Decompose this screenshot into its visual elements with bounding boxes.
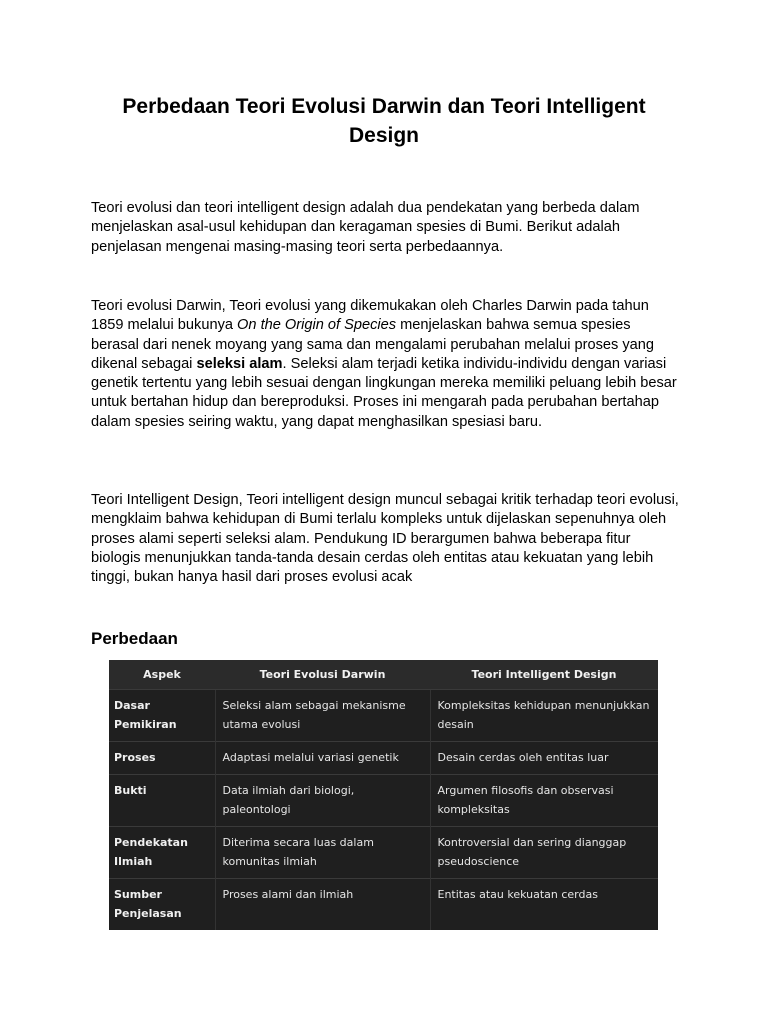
table-cell: Diterima secara luas dalam komunitas ilmiah xyxy=(215,827,430,879)
table-cell: Kontroversial dan sering dianggap pseudoscience xyxy=(430,827,658,879)
table-header-cell: Aspek xyxy=(109,660,215,690)
table-cell-aspect: Sumber Penjelasan xyxy=(109,879,215,931)
darwin-text-part3: . Seleksi alam terjadi ketika individu-individu dengan variasi genetik tertentu yang lebih sesuai dengan lingkungan mereka memiliki peluang lebih besar untuk bertahan hidup dan bereproduksi. Proses ini mengarah pada perubahan bertahap dalam spesies seiring waktu, yang dapat menghasilkan spesiasi baru. xyxy=(91,355,677,430)
table-cell-aspect: Bukti xyxy=(109,775,215,827)
darwin-text-part1: Teori evolusi Darwin, Teori evolusi yang dikemukakan oleh Charles Darwin pada tahun 1859 melalui bukunya xyxy=(91,298,649,334)
table-cell: Kompleksitas kehidupan menunjukkan desain xyxy=(430,690,658,742)
table-row xyxy=(109,827,658,879)
table-header-cell: Teori Evolusi Darwin xyxy=(215,660,430,690)
comparison-table-image xyxy=(109,660,658,930)
table-cell: Argumen filosofis dan observasi kompleksitas xyxy=(430,775,658,827)
table-row xyxy=(109,690,658,742)
table-cell: Desain cerdas oleh entitas luar xyxy=(430,742,658,775)
table-cell: Seleksi alam sebagai mekanisme utama evolusi xyxy=(215,690,430,742)
darwin-text-part2: menjelaskan bahwa semua spesies berasal dari nenek moyang yang sama dan mengalami perubahan melalui proses yang dikenal sebagai xyxy=(91,317,655,372)
table-cell: Entitas atau kekuatan cerdas xyxy=(430,879,658,931)
table-cell: Proses alami dan ilmiah xyxy=(215,879,430,931)
intro-paragraph: Teori evolusi dan teori intelligent design adalah dua pendekatan yang berbeda dalam menjelaskan asal-usul kehidupan dan keragaman spesies di Bumi. Berikut adalah penjelasan mengenai masing-masing teori serta perbedaannya. xyxy=(91,200,640,255)
table-cell-aspect: Proses xyxy=(109,742,215,775)
table-header-row xyxy=(109,660,658,690)
table-cell-aspect: Dasar Pemikiran xyxy=(109,690,215,742)
table-row xyxy=(109,879,658,931)
table-header-cell: Teori Intelligent Design xyxy=(430,660,658,690)
section-heading-differences: Perbedaan xyxy=(91,629,178,648)
table-row xyxy=(109,742,658,775)
table-row xyxy=(109,775,658,827)
book-title: On the Origin of Species xyxy=(237,317,397,334)
document-title: Perbedaan Teori Evolusi Darwin dan Teori Intelligent Design xyxy=(122,95,646,147)
intelligent-design-paragraph: Teori Intelligent Design, Teori intelligent design muncul sebagai kritik terhadap teori evolusi, mengklaim bahwa kehidupan di Bumi terlalu kompleks untuk dijelaskan sepenuhnya oleh proses alami seperti seleksi alam. Pendukung ID berargumen bahwa beberapa fitur biologis menunjukkan tanda-tanda desain cerdas oleh entitas atau kekuatan yang lebih tinggi, bukan hanya hasil dari proses evolusi acak xyxy=(91,492,679,586)
comparison-table xyxy=(109,660,658,930)
table-cell: Adaptasi melalui variasi genetik xyxy=(215,742,430,775)
natural-selection-term: seleksi alam xyxy=(196,355,283,372)
table-cell: Data ilmiah dari biologi, paleontologi xyxy=(215,775,430,827)
table-cell-aspect: Pendekatan Ilmiah xyxy=(109,827,215,879)
darwin-paragraph xyxy=(91,297,681,432)
